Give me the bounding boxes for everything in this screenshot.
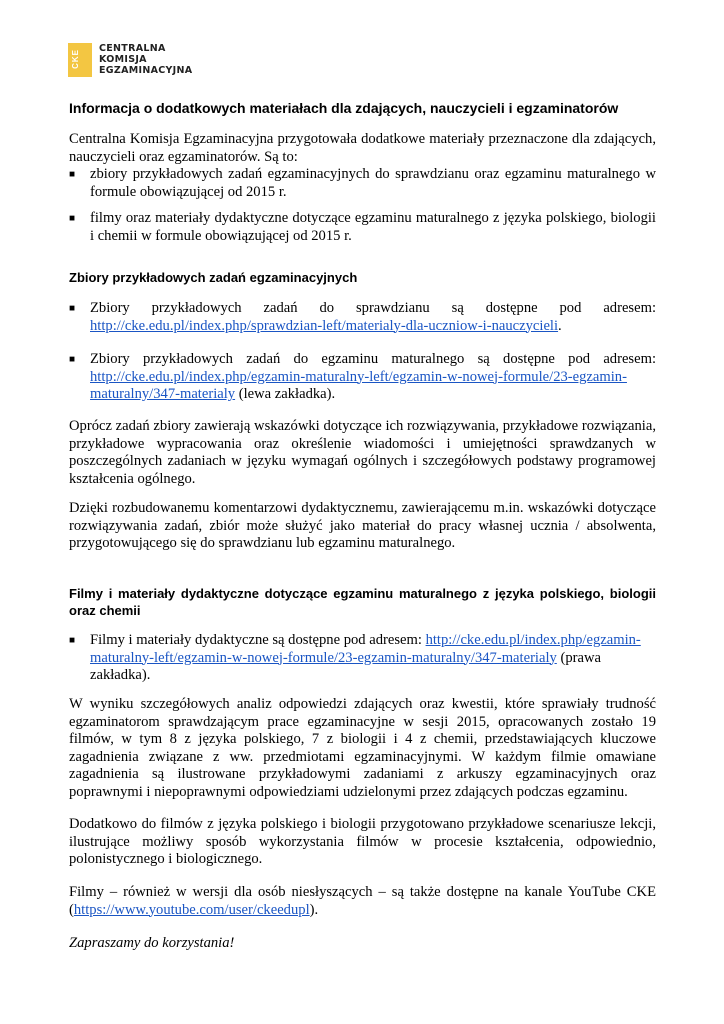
logo-mark [68,43,92,77]
bullet-square-icon: ■ [69,635,76,646]
youtube-channel-link[interactable]: https://www.youtube.com/user/ckeedupl [73,901,310,918]
right-tab-note: (prawa zakładka). [90,649,601,683]
films-link-part-1[interactable]: http://cke.edu.pl/index.php/egzamin- [425,632,641,648]
intro-paragraph: Centralna Komisja Egzaminacyjna przygotowała dodatkowe materiały przeznaczone dla zdających, nauczycieli oraz egzaminatorów. Są to: [69,131,656,165]
section-1-bullet-1-text: Zbiory przykładowych zadań do sprawdzianu są dostępne pod adresem: [90,300,656,316]
logo-line-2: KOMISJA [99,54,147,65]
youtube-paragraph-text: Filmy – również w wersji dla osób niesłyszących – są także dostępne na kanale YouTube CKE ( [69,884,656,918]
matura-materials-link-part-2[interactable]: maturalny/347-materialy [90,386,236,402]
intro-bullet-2 [69,210,656,245]
intro-bullet-1-text: zbiory przykładowych zadań egzaminacyjnych do sprawdzianu oraz egzaminu maturalnego w formule obowiązującej od 2015 r. [90,166,656,200]
section-1-paragraph-1: Oprócz zadań zbiory zawierają wskazówki dotyczące ich rozwiązywania, przykładowe rozwiązania, przykładowe wypracowania oraz określenie wiadomości i umiejętności sprawdzanych w poszczególnych zadaniach w języku wymagań ogólnych i szczegółowych podstawy programowej kształcenia ogólnego. [69,418,656,487]
youtube-paragraph-close: ). [309,901,319,918]
matura-materials-link-part-1[interactable]: http://cke.edu.pl/index.php/egzamin-maturalny-left/egzamin-w-nowej-formule/23-egzamin- [90,368,627,385]
closing-line: Zapraszamy do korzystania! [69,935,235,951]
section-1-bullet-2 [69,351,656,404]
bullet-square-icon: ■ [69,169,76,180]
section-1-bullet-1 [69,300,656,335]
left-tab-note: (lewa zakładka). [235,386,336,402]
intro-bullet-2-text: filmy oraz materiały dydaktyczne dotyczące egzaminu maturalnego z języka polskiego, biologii i chemii w formule obowiązującej od 2015 r. [90,210,656,244]
films-link-part-2[interactable]: maturalny-left/egzamin-w-nowej-formule/23-egzamin-maturalny/347-materialy [90,649,557,666]
sprawdzian-materials-link[interactable]: http://cke.edu.pl/index.php/sprawdzian-left/materialy-dla-uczniow-i-nauczycieli [90,317,559,334]
page-title: Informacja o dodatkowych materiałach dla zdających, nauczycieli i egzaminatorów [69,100,619,116]
bullet-1-period: . [558,317,562,334]
logo-line-3: EGZAMINACYJNA [99,65,193,76]
section-1-heading: Zbiory przykładowych zadań egzaminacyjnych [69,270,358,285]
section-2-paragraph-3 [69,884,656,919]
section-2-bullet-text: Filmy i materiały dydaktyczne są dostępne pod adresem: [90,632,426,648]
cke-logo [68,43,192,77]
section-2-paragraph-1: W wyniku szczegółowych analiz odpowiedzi zdających oraz kwestii, które sprawiały trudność egzaminatorom sprawdzającym prace egzaminacyjne w sesji 2015, opracowanych zostało 19 filmów, w tym 8 z języka polskiego, 7 z biologii i 4 z chemii, przedstawiających kluczowe zagadnienia związane z ww. przedmiotami egzaminacyjnymi. W każdym filmie omawiane zagadnienia są ilustrowane przykładowymi zadaniami z arkuszy egzaminacyjnych oraz poprawnymi i niepoprawnymi odpowiedziami udzielonymi przez zdających podczas egzaminu. [69,696,656,800]
intro-bullet-1 [69,166,656,201]
logo-text [99,43,192,76]
logo-line-1: CENTRALNA [99,43,166,54]
section-2-heading: Filmy i materiały dydaktyczne dotyczące egzaminu maturalnego z języka polskiego, biologii oraz chemii [69,586,656,618]
logo-mark-text: CKE [71,49,80,69]
section-2-bullet [69,632,656,685]
bullet-square-icon: ■ [69,213,76,224]
bullet-square-icon: ■ [69,354,76,365]
section-2-paragraph-2: Dodatkowo do filmów z języka polskiego i biologii przygotowano przykładowe scenariusze lekcji, ilustrujące możliwy sposób wykorzystania filmów w procesie kształcenia, odpowiednio, polonistycznego i biologicznego. [69,816,656,867]
section-1-bullet-2-text: Zbiory przykładowych zadań do egzaminu maturalnego są dostępne pod adresem: [90,351,656,367]
bullet-square-icon: ■ [69,303,76,314]
section-1-paragraph-2: Dzięki rozbudowanemu komentarzowi dydaktycznemu, zawierającemu m.in. wskazówki dotyczące rozwiązywania zadań, zbiór może służyć jako materiał do pracy własnej ucznia / absolwenta, przygotowującego się do sprawdzianu lub egzaminu maturalnego. [69,500,656,551]
